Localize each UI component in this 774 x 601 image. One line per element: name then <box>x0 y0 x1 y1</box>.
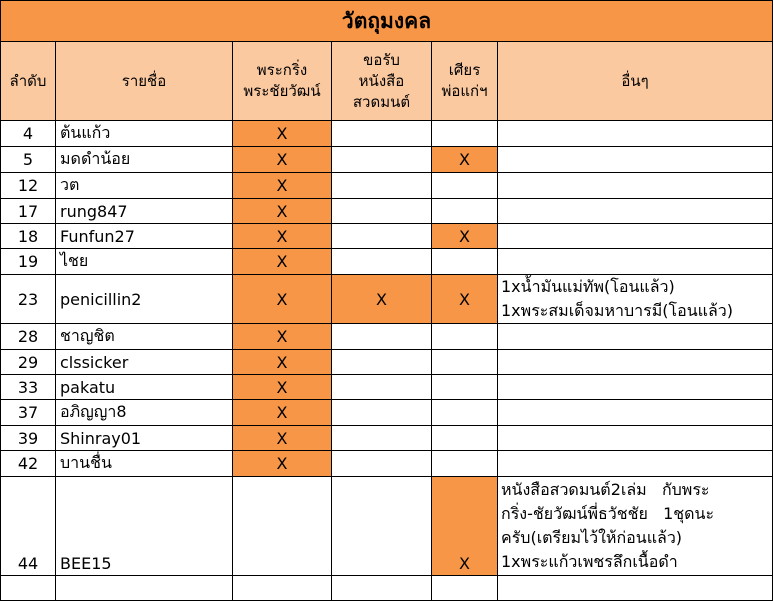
row-name-cell[interactable]: บานชื่น <box>56 451 233 477</box>
header-amulet-line2: พระชัยวัฒน์ <box>243 82 321 100</box>
table-row <box>1 451 773 477</box>
row-number-cell[interactable]: 29 <box>1 350 56 375</box>
amulet-mark-cell[interactable]: X <box>233 324 332 350</box>
row-number-cell[interactable]: 44 <box>1 477 56 576</box>
amulet-mark-cell[interactable]: X <box>233 400 332 426</box>
sheet-title[interactable]: วัตถุมงคล <box>1 1 773 42</box>
row-other-cell[interactable] <box>498 121 773 147</box>
other-note-line: กริ่ง-ชัยวัฒน์พี่ธวัชชัย 1ชุดนะ <box>501 504 715 523</box>
row-name-cell[interactable]: BEE15 <box>56 477 233 576</box>
row-number-cell[interactable]: 37 <box>1 400 56 426</box>
row-number-cell[interactable]: 18 <box>1 224 56 249</box>
prayer-book-mark-cell[interactable] <box>332 249 432 275</box>
row-other-cell[interactable] <box>498 249 773 275</box>
row-name-cell[interactable]: มดดำน้อย <box>56 147 233 173</box>
header-prayer-book-line2: หนังสือ <box>358 71 405 90</box>
head-statue-mark-cell[interactable] <box>432 173 498 199</box>
head-statue-mark-cell[interactable]: X <box>432 147 498 173</box>
prayer-book-mark-cell[interactable] <box>332 121 432 147</box>
row-other-cell[interactable] <box>498 324 773 350</box>
row-other-cell[interactable] <box>498 477 773 576</box>
table-row <box>1 199 773 224</box>
amulet-mark-cell[interactable]: X <box>233 147 332 173</box>
header-number[interactable]: ลำดับ <box>1 42 56 121</box>
prayer-book-mark-cell[interactable] <box>332 224 432 249</box>
header-head-statue-line1: เศียร <box>448 61 481 79</box>
head-statue-mark-cell[interactable] <box>432 400 498 426</box>
row-number-cell[interactable]: 33 <box>1 375 56 400</box>
row-number-cell[interactable]: 39 <box>1 426 56 451</box>
amulet-mark-cell[interactable]: X <box>233 249 332 275</box>
row-number-cell[interactable]: 42 <box>1 451 56 477</box>
prayer-book-mark-cell[interactable] <box>332 477 432 576</box>
row-other-cell[interactable] <box>498 400 773 426</box>
row-number-cell[interactable]: 12 <box>1 173 56 199</box>
other-note-line: หนังสือสวดมนต์2เล่ม กับพระ <box>501 480 710 499</box>
table-row <box>1 275 773 324</box>
prayer-book-mark-cell[interactable] <box>332 147 432 173</box>
head-statue-mark-cell[interactable]: X <box>432 477 498 576</box>
row-name-cell[interactable]: ต้นแก้ว <box>56 121 233 147</box>
head-statue-mark-cell[interactable] <box>432 249 498 275</box>
head-statue-mark-cell[interactable] <box>432 451 498 477</box>
empty-cell[interactable] <box>233 576 332 601</box>
amulet-mark-cell[interactable]: X <box>233 350 332 375</box>
row-name-cell[interactable]: อภิญญา8 <box>56 400 233 426</box>
row-other-cell[interactable] <box>498 426 773 451</box>
amulet-mark-cell[interactable]: X <box>233 224 332 249</box>
head-statue-mark-cell[interactable] <box>432 350 498 375</box>
amulet-mark-cell[interactable]: X <box>233 426 332 451</box>
prayer-book-mark-cell[interactable]: X <box>332 275 432 324</box>
prayer-book-mark-cell[interactable] <box>332 199 432 224</box>
table-row <box>1 121 773 147</box>
empty-cell[interactable] <box>56 576 233 601</box>
header-prayer-book-line1: ขอรับ <box>363 50 400 69</box>
row-other-cell[interactable] <box>498 173 773 199</box>
header-amulet-line1: พระกริ่ง <box>256 61 308 79</box>
header-name[interactable]: รายชื่อ <box>56 42 233 121</box>
empty-cell[interactable] <box>498 576 773 601</box>
prayer-book-mark-cell[interactable] <box>332 375 432 400</box>
header-amulet[interactable] <box>233 42 332 121</box>
table-row <box>1 324 773 350</box>
row-number-cell[interactable]: 4 <box>1 121 56 147</box>
table-row <box>1 224 773 249</box>
row-other-cell[interactable] <box>498 350 773 375</box>
table-row <box>1 249 773 275</box>
row-other-cell[interactable] <box>498 199 773 224</box>
head-statue-mark-cell[interactable] <box>432 199 498 224</box>
row-name-cell[interactable]: clssicker <box>56 350 233 375</box>
row-number-cell[interactable]: 23 <box>1 275 56 324</box>
empty-cell[interactable] <box>432 576 498 601</box>
row-other-cell[interactable] <box>498 224 773 249</box>
amulet-mark-cell[interactable]: X <box>233 451 332 477</box>
amulet-mark-cell[interactable]: X <box>233 275 332 324</box>
table-row <box>1 147 773 173</box>
head-statue-mark-cell[interactable] <box>432 426 498 451</box>
amulet-mark-cell[interactable] <box>233 477 332 576</box>
row-name-cell[interactable]: ชาญชิต <box>56 324 233 350</box>
amulet-mark-cell[interactable]: X <box>233 173 332 199</box>
prayer-book-mark-cell[interactable] <box>332 451 432 477</box>
row-name-cell[interactable]: Shinray01 <box>56 426 233 451</box>
empty-row <box>1 576 773 601</box>
row-other-cell[interactable] <box>498 451 773 477</box>
head-statue-mark-cell[interactable] <box>432 324 498 350</box>
row-other-cell[interactable] <box>498 147 773 173</box>
other-note-line: 1xพระแก้วเพชรลึกเนื้อดำ <box>501 552 678 571</box>
table-row <box>1 375 773 400</box>
head-statue-mark-cell[interactable] <box>432 375 498 400</box>
header-prayer-book[interactable] <box>332 42 432 121</box>
row-name-cell[interactable]: pakatu <box>56 375 233 400</box>
row-name-cell[interactable]: Funfun27 <box>56 224 233 249</box>
header-other[interactable]: อื่นๆ <box>498 42 773 121</box>
amulet-mark-cell[interactable]: X <box>233 199 332 224</box>
other-note-line: ครับ(เตรียมไว้ให้ก่อนแล้ว) <box>501 528 683 547</box>
prayer-book-mark-cell[interactable] <box>332 173 432 199</box>
amulet-mark-cell[interactable]: X <box>233 375 332 400</box>
row-number-cell[interactable]: 19 <box>1 249 56 275</box>
prayer-book-mark-cell[interactable] <box>332 426 432 451</box>
row-name-cell[interactable]: penicillin2 <box>56 275 233 324</box>
header-head-statue-line2: พ่อแก่ฯ <box>441 82 488 100</box>
row-name-cell[interactable]: rung847 <box>56 199 233 224</box>
header-prayer-book-line3: สวดมนต์ <box>352 92 411 111</box>
prayer-book-mark-cell[interactable] <box>332 324 432 350</box>
table-row <box>1 350 773 375</box>
amulet-mark-cell[interactable]: X <box>233 121 332 147</box>
empty-cell[interactable] <box>332 576 432 601</box>
prayer-book-mark-cell[interactable] <box>332 400 432 426</box>
row-other-cell[interactable] <box>498 375 773 400</box>
row-number-cell[interactable]: 17 <box>1 199 56 224</box>
header-head-statue[interactable] <box>432 42 498 121</box>
table-row <box>1 400 773 426</box>
empty-cell[interactable] <box>1 576 56 601</box>
row-name-cell[interactable]: ไชย <box>56 249 233 275</box>
row-number-cell[interactable]: 5 <box>1 147 56 173</box>
prayer-book-mark-cell[interactable] <box>332 350 432 375</box>
head-statue-mark-cell[interactable] <box>432 121 498 147</box>
other-note-line: 1xพระสมเด็จมหาบารมี(โอนแล้ว) <box>501 301 734 320</box>
row-name-cell[interactable]: วต <box>56 173 233 199</box>
other-note-line: 1xน้ำมันแม่ทัพ(โอนแล้ว) <box>501 277 675 296</box>
head-statue-mark-cell[interactable]: X <box>432 275 498 324</box>
table-row <box>1 173 773 199</box>
row-other-cell[interactable] <box>498 275 773 324</box>
table-row <box>1 477 773 576</box>
row-number-cell[interactable]: 28 <box>1 324 56 350</box>
table-row <box>1 426 773 451</box>
head-statue-mark-cell[interactable]: X <box>432 224 498 249</box>
